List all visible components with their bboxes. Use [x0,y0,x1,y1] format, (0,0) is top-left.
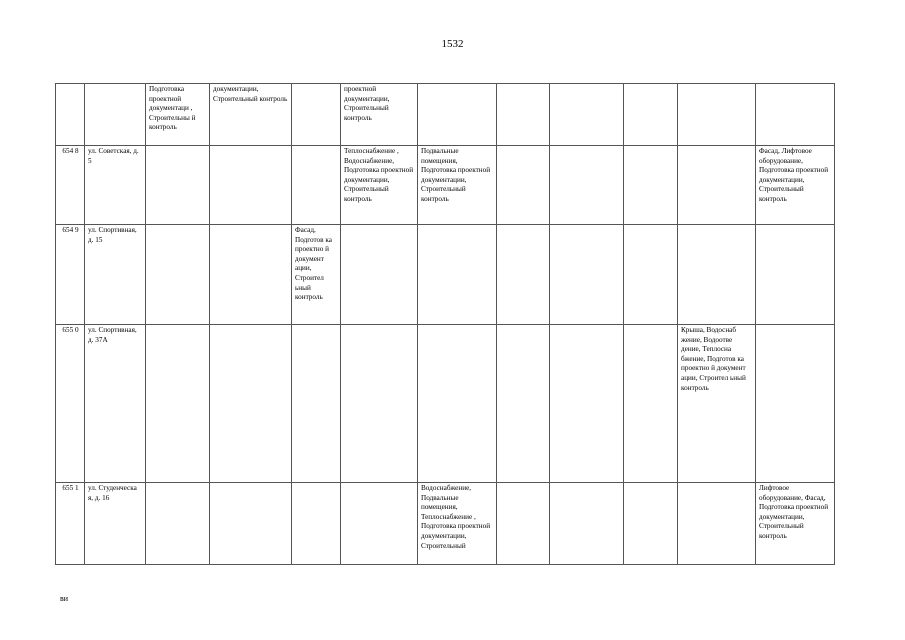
work-type-cell [497,325,550,483]
work-type-cell [624,483,678,565]
footer-mark: ви [60,594,69,603]
address-cell [85,84,146,146]
work-type-cell: Теплоснабжение , Водоснабжение, Подготовка проектной документации, Строительный контроль [341,146,418,225]
work-type-cell [550,225,624,325]
table-row [56,146,835,225]
work-type-cell [497,146,550,225]
work-type-cell [418,84,497,146]
work-type-cell [146,146,210,225]
work-type-cell [497,84,550,146]
work-type-cell: Фасад, Подготов ка проектно й документ ации, Строител ьный контроль [292,225,341,325]
work-type-cell [418,225,497,325]
repair-schedule-table [55,83,835,565]
row-number-cell [56,84,85,146]
work-type-cell [678,483,756,565]
work-type-cell [756,84,835,146]
table-row [56,325,835,483]
work-type-cell: Фасад, Лифтовое оборудование, Подготовка проектной документации, Строительный контроль [756,146,835,225]
work-type-cell [292,146,341,225]
work-type-cell [210,483,292,565]
work-type-cell [146,325,210,483]
address-cell: ул. Советская, д. 5 [85,146,146,225]
table-row [56,84,835,146]
page-number: 1532 [441,38,464,50]
work-type-cell [146,225,210,325]
address-cell: ул. Студенческа я, д. 16 [85,483,146,565]
row-number-cell: 654 8 [56,146,85,225]
work-type-cell: Водоснабжение, Подвальные помещения, Теплоснабжение , Подготовка проектной документации, Строительный [418,483,497,565]
work-type-cell [497,225,550,325]
work-type-cell [550,325,624,483]
table-row [56,483,835,565]
work-type-cell [341,483,418,565]
work-type-cell [210,225,292,325]
work-type-cell [678,146,756,225]
address-cell: ул. Спортивная, д. 37А [85,325,146,483]
work-type-cell: Лифтовое оборудование, Фасад, Подготовка проектной документации, Строительный контроль [756,483,835,565]
work-type-cell [678,225,756,325]
work-type-cell: Подвальные помещения, Подготовка проектной документации, Строительный контроль [418,146,497,225]
work-type-cell [756,325,835,483]
work-type-cell: документации, Строительный контроль [210,84,292,146]
row-number-cell: 655 0 [56,325,85,483]
work-type-cell: Крыша, Водоснаб жение, Водоотве дение, Теплосна бжение, Подготов ка проектно й документ ации, Строител ьный контроль [678,325,756,483]
work-type-cell: проектной документации, Строительный контроль [341,84,418,146]
row-number-cell: 654 9 [56,225,85,325]
work-type-cell [292,325,341,483]
work-type-cell [624,146,678,225]
work-type-cell [341,325,418,483]
address-cell: ул. Спортивная, д. 15 [85,225,146,325]
work-type-cell [678,84,756,146]
work-type-cell [210,325,292,483]
work-type-cell [418,325,497,483]
work-type-cell [146,483,210,565]
work-type-cell [210,146,292,225]
work-type-cell [550,84,624,146]
work-type-cell [497,483,550,565]
table-row [56,225,835,325]
work-type-cell [341,225,418,325]
work-type-cell [292,483,341,565]
row-number-cell: 655 1 [56,483,85,565]
work-type-cell [756,225,835,325]
work-type-cell [292,84,341,146]
work-type-cell [550,483,624,565]
work-type-cell [624,84,678,146]
work-type-cell: Подготовка проектной документаци , Строительны й контроль [146,84,210,146]
work-type-cell [550,146,624,225]
work-type-cell [624,325,678,483]
work-type-cell [624,225,678,325]
